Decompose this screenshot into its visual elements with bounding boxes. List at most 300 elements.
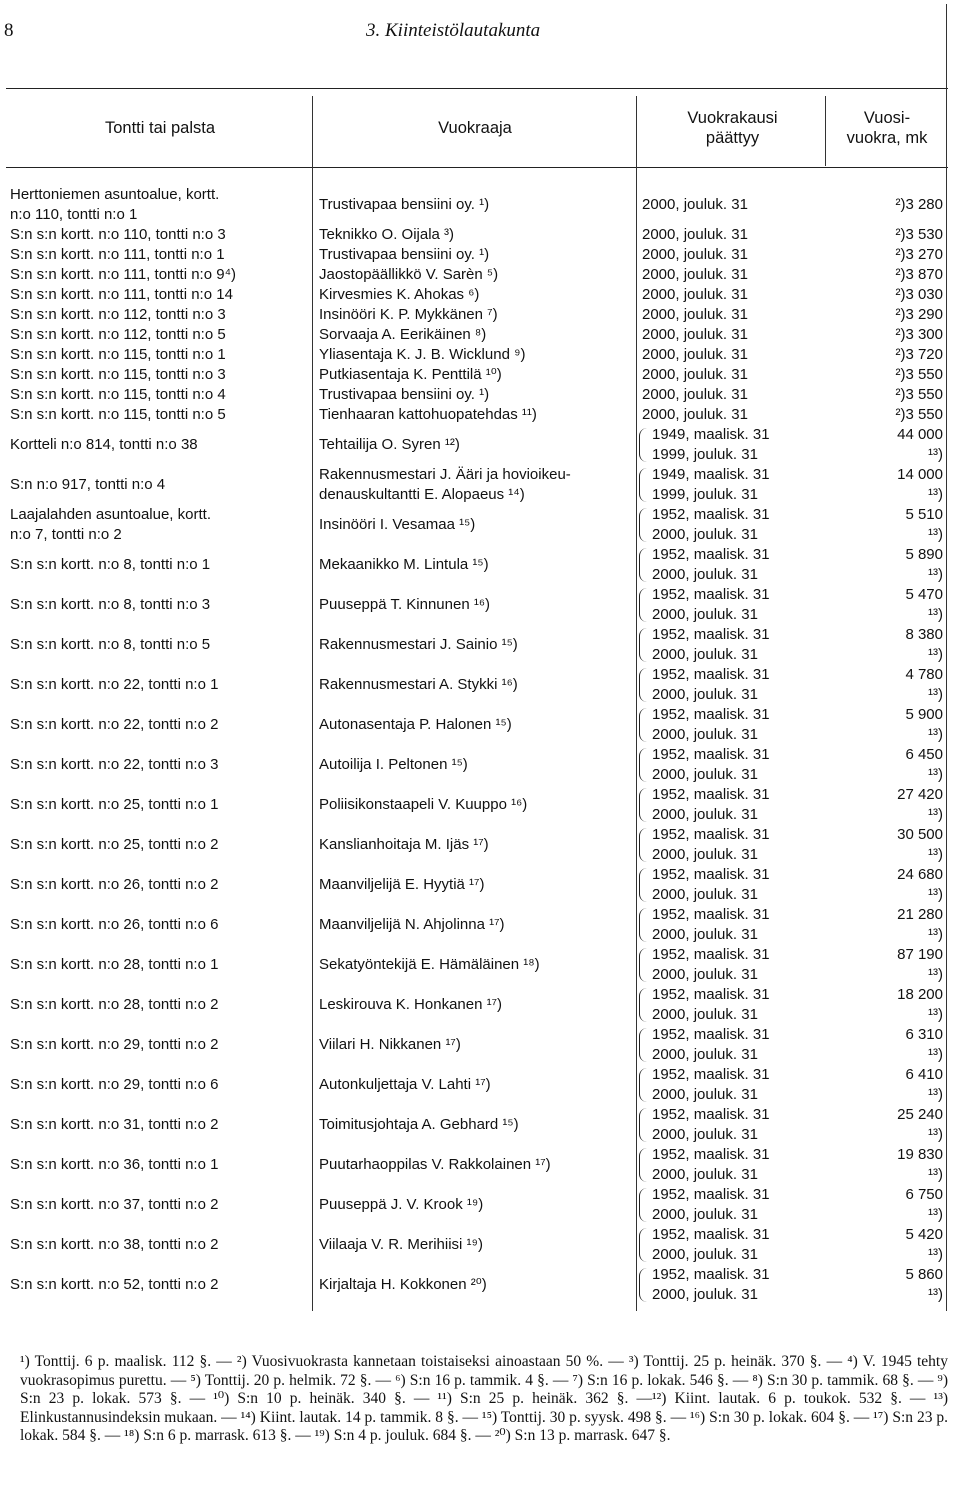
- lease-end-cell: [642, 585, 832, 625]
- lease-end-cell: [642, 905, 832, 945]
- lease-end-cell-line: 2000, jouluk. 31: [642, 306, 748, 323]
- tenant-cell-line: Insinööri I. Vesamaa ¹⁵): [319, 516, 476, 533]
- lease-end-cell-line: 2000, jouluk. 31: [652, 726, 758, 743]
- lease-end-cell: [642, 625, 832, 665]
- rent-cell: [895, 405, 943, 425]
- rent-cell: [897, 1105, 943, 1145]
- rent-cell-line: 24 680: [897, 866, 943, 883]
- rent-cell: [905, 505, 943, 545]
- table-row: [10, 1145, 945, 1185]
- plot-cell-line: S:n s:n kortt. n:o 25, tontti n:o 2: [10, 836, 219, 853]
- tenant-cell: [319, 835, 659, 855]
- lease-end-line-2: päättyy: [705, 129, 760, 147]
- lease-end-cell-line: 2000, jouluk. 31: [652, 566, 758, 583]
- tenant-cell: [319, 635, 659, 655]
- table-row: [10, 1265, 945, 1305]
- rent-cell-line: 21 280: [897, 906, 943, 923]
- date-brace: [639, 588, 648, 622]
- lease-end-cell: [642, 705, 832, 745]
- rent-cell-line: ¹³): [928, 726, 943, 743]
- date-brace: [639, 708, 648, 742]
- rent-cell: [895, 225, 943, 245]
- lease-end-cell-line: 1952, maalisk. 31: [652, 506, 770, 523]
- lease-end-cell-line: 1952, maalisk. 31: [652, 946, 770, 963]
- lease-end-cell: [642, 1065, 832, 1105]
- plot-cell-line: S:n s:n kortt. n:o 111, tontti n:o 1: [10, 246, 225, 263]
- table-row: [10, 225, 945, 245]
- footnotes: ¹) Tonttij. 6 p. maalisk. 112 §. — ²) Vuosivuokrasta kannetaan toistaiseksi ainoastaan 50 %. — ³) Tonttij. 25 p. heinäk. 370 §. — ⁴) V. 1945 tehty vuokrasopimus purettu. — ⁵) Tonttij. 20 p. helmik. 72 §. — ⁶) S:n 16 p. tammik. 4 §. — ⁷) S:n 16 p. lokak. 546 §. — ⁸) S:n 30 p. tammik. 68 §. — ⁹) S:n 23 p. lokak. 573 §. — ¹⁰) S:n 10 p. heinäk. 340 §. — ¹¹) S:n 25 p. heinäk. 362 §. —¹²) Kiint. lautak. 6 p. toukok. 532 §. — ¹³) Elinkustannusindeksin mukaan. — ¹⁴) Kiint. lautak. 14 p. tammik. 8 §. — ¹⁵) Tonttij. 30 p. syysk. 498 §. — ¹⁶) S:n 30 p. lokak. 604 §. — ¹⁷) S:n 23 p. lokak. 584 §. — ¹⁸) S:n 6 p. marrask. 613 §. — ¹⁹) S:n 4 p. jouluk. 684 §. — ²⁰) S:n 13 p. marrask. 647 §.: [20, 1353, 948, 1445]
- lease-end-cell-line: 2000, jouluk. 31: [652, 966, 758, 983]
- rent-cell-line: ¹³): [928, 886, 943, 903]
- rent-cell-line: 25 240: [897, 1106, 943, 1123]
- plot-cell-line: S:n s:n kortt. n:o 8, tontti n:o 5: [10, 636, 211, 653]
- tenant-cell: [319, 1195, 659, 1215]
- tenant-cell-line: Rakennusmestari J. Sainio ¹⁵): [319, 636, 518, 653]
- rent-cell-line: ²)3 280: [895, 196, 943, 213]
- tenant-cell-line: Insinööri K. P. Mykkänen ⁷): [319, 306, 498, 323]
- column-divider: [946, 4, 947, 1311]
- lease-end-cell: [642, 545, 832, 585]
- rent-cell: [905, 1065, 943, 1105]
- tenant-cell: [319, 1115, 659, 1135]
- plot-cell: [10, 995, 310, 1015]
- tenant-cell-line: Autoilija I. Peltonen ¹⁵): [319, 756, 468, 773]
- tenant-cell: [319, 1075, 659, 1095]
- tenant-cell: [319, 915, 659, 935]
- rent-cell-line: ¹³): [928, 446, 943, 463]
- tenant-cell: [319, 715, 659, 735]
- lease-end-cell-line: 1952, maalisk. 31: [652, 1026, 770, 1043]
- plot-cell-line: S:n n:o 917, tontti n:o 4: [10, 476, 166, 493]
- date-brace: [639, 1268, 648, 1302]
- table-row: [10, 1225, 945, 1265]
- tenant-cell-line: Rakennusmestari A. Stykki ¹⁶): [319, 676, 518, 693]
- header-rule-bottom: [6, 167, 948, 168]
- plot-cell: [10, 225, 310, 245]
- tenant-cell-line: Tienhaaran kattohuopatehdas ¹¹): [319, 406, 537, 423]
- date-brace: [639, 868, 648, 902]
- plot-cell-line: S:n s:n kortt. n:o 8, tontti n:o 3: [10, 596, 211, 613]
- rent-cell-line: ¹³): [928, 1086, 943, 1103]
- rent-cell-line: 44 000: [897, 426, 943, 443]
- rent-cell: [897, 785, 943, 825]
- plot-cell-line: S:n s:n kortt. n:o 22, tontti n:o 2: [10, 716, 219, 733]
- lease-end-cell-line: 2000, jouluk. 31: [652, 1086, 758, 1103]
- tenant-cell-line: Autonasentaja P. Halonen ¹⁵): [319, 716, 512, 733]
- lease-end-cell: [642, 865, 832, 905]
- lease-end-cell: [642, 985, 832, 1025]
- lease-end-cell: [642, 265, 832, 285]
- plot-cell-line: S:n s:n kortt. n:o 112, tontti n:o 5: [10, 326, 226, 343]
- lease-end-cell-line: 2000, jouluk. 31: [642, 346, 748, 363]
- date-brace: [639, 828, 648, 862]
- plot-cell: [10, 635, 310, 655]
- lease-end-cell-line: 1999, jouluk. 31: [652, 486, 758, 503]
- lease-end-cell: [642, 1105, 832, 1145]
- tenant-cell: [319, 345, 659, 365]
- table-row: [10, 325, 945, 345]
- tenant-cell-line: Kirjaltaja H. Kokkonen ²⁰): [319, 1276, 487, 1293]
- plot-cell: [10, 1155, 310, 1175]
- lease-end-cell: [642, 745, 832, 785]
- tenant-cell: [319, 305, 659, 325]
- lease-end-cell: [642, 1025, 832, 1065]
- date-brace: [639, 428, 648, 462]
- tenant-cell: [319, 195, 659, 215]
- tenant-cell-line: Teknikko O. Oijala ³): [319, 226, 455, 243]
- tenant-cell: [319, 405, 659, 425]
- table-row: [10, 825, 945, 865]
- rent-cell-line: ²)3 550: [895, 366, 943, 383]
- lease-end-cell: [642, 365, 832, 385]
- rent-cell-line: ¹³): [928, 486, 943, 503]
- lease-end-cell-line: 1952, maalisk. 31: [652, 746, 770, 763]
- lease-end-cell-line: 2000, jouluk. 31: [652, 926, 758, 943]
- plot-cell-line: S:n s:n kortt. n:o 22, tontti n:o 3: [10, 756, 219, 773]
- lease-end-cell: [642, 425, 832, 465]
- lease-end-line-1: Vuokrakausi: [687, 109, 778, 127]
- lease-end-cell: [642, 345, 832, 365]
- table-row: [10, 385, 945, 405]
- rent-cell-line: ¹³): [928, 926, 943, 943]
- tenant-cell: [319, 1035, 659, 1055]
- date-brace: [639, 748, 648, 782]
- plot-cell: [10, 385, 310, 405]
- plot-cell: [10, 405, 310, 425]
- rent-cell: [897, 825, 943, 865]
- tenant-cell-line: Mekaanikko M. Lintula ¹⁵): [319, 556, 489, 573]
- lease-end-cell-line: 1952, maalisk. 31: [652, 1186, 770, 1203]
- column-divider: [825, 96, 826, 166]
- plot-cell: [10, 1075, 310, 1095]
- rent-cell-line: 6 310: [905, 1026, 943, 1043]
- rent-cell-line: ¹³): [928, 1246, 943, 1263]
- tenant-cell: [319, 1275, 659, 1295]
- lease-end-cell-line: 2000, jouluk. 31: [642, 366, 748, 383]
- rent-cell-line: ¹³): [928, 686, 943, 703]
- lease-end-cell-line: 2000, jouluk. 31: [652, 526, 758, 543]
- plot-cell: [10, 755, 310, 775]
- lease-end-cell-line: 2000, jouluk. 31: [642, 386, 748, 403]
- tenant-cell: [319, 1235, 659, 1255]
- plot-cell-line: S:n s:n kortt. n:o 28, tontti n:o 1: [10, 956, 219, 973]
- table-row: [10, 625, 945, 665]
- lease-end-cell-line: 2000, jouluk. 31: [652, 806, 758, 823]
- rent-cell: [895, 385, 943, 405]
- plot-cell: [10, 1235, 310, 1255]
- lease-end-cell-line: 1952, maalisk. 31: [652, 1106, 770, 1123]
- date-brace: [639, 948, 648, 982]
- tenant-cell-line: Toimitusjohtaja A. Gebhard ¹⁵): [319, 1116, 519, 1133]
- plot-cell-line: n:o 7, tontti n:o 2: [10, 526, 122, 543]
- rent-cell: [897, 425, 943, 465]
- rent-line-2: vuokra, mk: [846, 129, 928, 147]
- rent-cell-line: 5 420: [905, 1226, 943, 1243]
- rent-cell-line: ¹³): [928, 966, 943, 983]
- page-title: 3. Kiinteistölautakunta: [366, 20, 541, 41]
- table-row: [10, 345, 945, 365]
- lease-end-cell-line: 1952, maalisk. 31: [652, 546, 770, 563]
- date-brace: [639, 548, 648, 582]
- rent-cell-line: ¹³): [928, 846, 943, 863]
- table-row: [10, 1105, 945, 1145]
- tenant-cell-line: Autonkuljettaja V. Lahti ¹⁷): [319, 1076, 491, 1093]
- plot-cell: [10, 265, 310, 285]
- tenant-cell-line: Trustivapaa bensiini oy. ¹): [319, 196, 490, 213]
- plot-cell-line: S:n s:n kortt. n:o 26, tontti n:o 2: [10, 876, 219, 893]
- table-row: [10, 865, 945, 905]
- lease-end-cell-line: 1952, maalisk. 31: [652, 866, 770, 883]
- rent-cell-line: ¹³): [928, 1006, 943, 1023]
- rent-cell-line: ¹³): [928, 1286, 943, 1303]
- rent-cell-line: ¹³): [928, 1166, 943, 1183]
- rent-cell-line: 6 410: [905, 1066, 943, 1083]
- lease-end-cell-line: 1952, maalisk. 31: [652, 706, 770, 723]
- tenant-cell: [319, 225, 659, 245]
- lease-end-cell-line: 1949, maalisk. 31: [652, 466, 770, 483]
- plot-cell: [10, 345, 310, 365]
- rent-cell: [905, 1025, 943, 1065]
- tenant-cell-line: Maanviljelijä N. Ahjolinna ¹⁷): [319, 916, 505, 933]
- date-brace: [639, 788, 648, 822]
- lease-end-cell-line: 2000, jouluk. 31: [652, 886, 758, 903]
- lease-end-cell-line: 2000, jouluk. 31: [652, 766, 758, 783]
- table-row: [10, 505, 945, 545]
- table-row: [10, 585, 945, 625]
- tenant-cell-line: Kirvesmies K. Ahokas ⁶): [319, 286, 480, 303]
- table-row: [10, 405, 945, 425]
- lease-end-cell: [642, 665, 832, 705]
- plot-cell-line: S:n s:n kortt. n:o 115, tontti n:o 4: [10, 386, 226, 403]
- plot-cell-line: S:n s:n kortt. n:o 111, tontti n:o 9⁴): [10, 266, 237, 283]
- rent-cell-line: ²)3 270: [895, 246, 943, 263]
- tenant-cell-line: Jaostopäällikkö V. Sarèn ⁵): [319, 266, 499, 283]
- plot-cell-line: Kortteli n:o 814, tontti n:o 38: [10, 436, 198, 453]
- plot-cell-line: S:n s:n kortt. n:o 28, tontti n:o 2: [10, 996, 219, 1013]
- lease-end-cell-line: 2000, jouluk. 31: [642, 266, 748, 283]
- tenant-cell: [319, 365, 659, 385]
- rent-cell: [897, 905, 943, 945]
- date-brace: [639, 1148, 648, 1182]
- table-row: [10, 905, 945, 945]
- tenant-cell-line: Sorvaaja A. Eerikäinen ⁸): [319, 326, 487, 343]
- plot-cell: [10, 1275, 310, 1295]
- plot-cell-line: S:n s:n kortt. n:o 52, tontti n:o 2: [10, 1276, 219, 1293]
- plot-cell: [10, 915, 310, 935]
- tenant-cell-line: Yliasentaja K. J. B. Wicklund ⁹): [319, 346, 526, 363]
- tenant-cell: [319, 465, 659, 505]
- rent-cell-line: 5 890: [905, 546, 943, 563]
- header-rule-top: [6, 88, 948, 89]
- lease-end-cell: [642, 325, 832, 345]
- tenant-cell-line: Tehtailija O. Syren ¹²): [319, 436, 460, 453]
- column-header-lease-end: [640, 108, 825, 148]
- rent-cell: [897, 865, 943, 905]
- rent-cell: [897, 1145, 943, 1185]
- rent-cell-line: ¹³): [928, 606, 943, 623]
- lease-end-cell: [642, 1225, 832, 1265]
- date-brace: [639, 988, 648, 1022]
- table-row: [10, 265, 945, 285]
- date-brace: [639, 1228, 648, 1262]
- tenant-cell: [319, 435, 659, 455]
- rent-cell-line: 14 000: [897, 466, 943, 483]
- date-brace: [639, 668, 648, 702]
- lease-end-cell-line: 1952, maalisk. 31: [652, 786, 770, 803]
- lease-end-cell-line: 2000, jouluk. 31: [642, 246, 748, 263]
- lease-end-cell-line: 1949, maalisk. 31: [652, 426, 770, 443]
- table-row: [10, 245, 945, 265]
- lease-end-cell: [642, 225, 832, 245]
- plot-cell-line: S:n s:n kortt. n:o 29, tontti n:o 6: [10, 1076, 219, 1093]
- lease-end-cell: [642, 1185, 832, 1225]
- rent-cell: [895, 325, 943, 345]
- tenant-cell: [319, 995, 659, 1015]
- tenant-cell: [319, 1155, 659, 1175]
- rent-cell-line: ¹³): [928, 646, 943, 663]
- lease-end-cell-line: 1952, maalisk. 31: [652, 626, 770, 643]
- rent-cell: [905, 625, 943, 665]
- tenant-cell: [319, 385, 659, 405]
- rent-cell-line: ¹³): [928, 1046, 943, 1063]
- plot-cell: [10, 1115, 310, 1135]
- rent-cell: [895, 245, 943, 265]
- rent-cell-line: 6 450: [905, 746, 943, 763]
- date-brace: [639, 1028, 648, 1062]
- table-row: [10, 785, 945, 825]
- tenant-cell: [319, 515, 659, 535]
- rent-cell: [895, 265, 943, 285]
- plot-cell: [10, 715, 310, 735]
- lease-end-cell-line: 1952, maalisk. 31: [652, 666, 770, 683]
- rent-cell-line: ¹³): [928, 566, 943, 583]
- date-brace: [639, 1068, 648, 1102]
- rent-cell-line: 18 200: [897, 986, 943, 1003]
- plot-cell: [10, 325, 310, 345]
- lease-end-cell: [642, 1265, 832, 1305]
- tenant-cell: [319, 875, 659, 895]
- date-brace: [639, 908, 648, 942]
- plot-cell: [10, 875, 310, 895]
- rent-cell-line: 5 900: [905, 706, 943, 723]
- plot-cell-line: S:n s:n kortt. n:o 38, tontti n:o 2: [10, 1236, 219, 1253]
- rent-line-1: Vuosi-: [863, 109, 911, 127]
- lease-end-cell-line: 1952, maalisk. 31: [652, 986, 770, 1003]
- tenant-cell-line: Viilari H. Nikkanen ¹⁷): [319, 1036, 461, 1053]
- tenant-cell-line: Trustivapaa bensiini oy. ¹): [319, 246, 490, 263]
- column-header-plot: Tontti tai palsta: [104, 119, 216, 137]
- lease-end-cell-line: 2000, jouluk. 31: [642, 286, 748, 303]
- rent-cell-line: 30 500: [897, 826, 943, 843]
- rent-cell-line: ¹³): [928, 1206, 943, 1223]
- table-row: [10, 305, 945, 325]
- plot-cell-line: S:n s:n kortt. n:o 115, tontti n:o 3: [10, 366, 226, 383]
- lease-end-cell-line: 2000, jouluk. 31: [652, 1206, 758, 1223]
- rent-cell-line: ²)3 530: [895, 226, 943, 243]
- lease-end-cell: [642, 945, 832, 985]
- rent-cell: [897, 985, 943, 1025]
- lease-end-cell: [642, 285, 832, 305]
- tenant-cell-line: Leskirouva K. Honkanen ¹⁷): [319, 996, 503, 1013]
- rent-cell: [905, 705, 943, 745]
- lease-end-cell-line: 2000, jouluk. 31: [652, 846, 758, 863]
- tenant-cell: [319, 325, 659, 345]
- plot-cell: [10, 245, 310, 265]
- rent-cell-line: ²)3 290: [895, 306, 943, 323]
- plot-cell-line: S:n s:n kortt. n:o 115, tontti n:o 1: [10, 346, 226, 363]
- lease-end-cell-line: 1952, maalisk. 31: [652, 1146, 770, 1163]
- lease-end-cell: [642, 385, 832, 405]
- rent-cell-line: ²)3 550: [895, 386, 943, 403]
- rent-cell: [905, 1265, 943, 1305]
- lease-end-cell-line: 2000, jouluk. 31: [652, 1006, 758, 1023]
- rent-cell-line: ²)3 550: [895, 406, 943, 423]
- plot-cell-line: S:n s:n kortt. n:o 26, tontti n:o 6: [10, 916, 219, 933]
- rent-cell: [895, 365, 943, 385]
- table-row: [10, 185, 945, 225]
- plot-cell-line: S:n s:n kortt. n:o 112, tontti n:o 3: [10, 306, 226, 323]
- lease-table: [10, 185, 945, 1305]
- rent-cell: [905, 585, 943, 625]
- lease-end-cell: [642, 195, 832, 215]
- lease-end-cell-line: 1952, maalisk. 31: [652, 586, 770, 603]
- lease-end-cell-line: 1952, maalisk. 31: [652, 826, 770, 843]
- rent-cell-line: 5 470: [905, 586, 943, 603]
- lease-end-cell-line: 2000, jouluk. 31: [652, 1286, 758, 1303]
- table-row: [10, 705, 945, 745]
- tenant-cell-line: denauskultantti E. Alopaeus ¹⁴): [319, 486, 525, 503]
- plot-cell-line: S:n s:n kortt. n:o 29, tontti n:o 2: [10, 1036, 219, 1053]
- rent-cell: [905, 665, 943, 705]
- plot-cell-line: n:o 110, tontti n:o 1: [10, 206, 138, 223]
- tenant-cell-line: Puuseppä T. Kinnunen ¹⁶): [319, 596, 491, 613]
- lease-end-cell: [642, 505, 832, 545]
- rent-cell-line: 5 860: [905, 1266, 943, 1283]
- rent-cell-line: ¹³): [928, 766, 943, 783]
- plot-cell-line: S:n s:n kortt. n:o 22, tontti n:o 1: [10, 676, 219, 693]
- rent-cell-line: 87 190: [897, 946, 943, 963]
- rent-cell-line: 5 510: [905, 506, 943, 523]
- tenant-cell-line: Rakennusmestari J. Ääri ja hovioikeu-: [319, 466, 571, 483]
- lease-end-cell-line: 2000, jouluk. 31: [642, 326, 748, 343]
- rent-cell-line: 6 750: [905, 1186, 943, 1203]
- lease-end-cell-line: 2000, jouluk. 31: [652, 606, 758, 623]
- plot-cell: [10, 475, 310, 495]
- tenant-cell-line: Viilaaja V. R. Merihiisi ¹⁹): [319, 1236, 483, 1253]
- rent-cell: [895, 305, 943, 325]
- rent-cell: [897, 465, 943, 505]
- tenant-cell-line: Maanviljelijä E. Hyytiä ¹⁷): [319, 876, 485, 893]
- lease-end-cell-line: 2000, jouluk. 31: [652, 1126, 758, 1143]
- tenant-cell: [319, 245, 659, 265]
- plot-cell: [10, 505, 310, 545]
- plot-cell: [10, 1035, 310, 1055]
- rent-cell: [905, 1225, 943, 1265]
- lease-end-cell: [642, 245, 832, 265]
- table-row: [10, 1065, 945, 1105]
- tenant-cell: [319, 755, 659, 775]
- lease-end-cell-line: 2000, jouluk. 31: [652, 646, 758, 663]
- date-brace: [639, 508, 648, 542]
- plot-cell-line: S:n s:n kortt. n:o 8, tontti n:o 1: [10, 556, 211, 573]
- tenant-cell-line: Puutarhaoppilas V. Rakkolainen ¹⁷): [319, 1156, 551, 1173]
- tenant-cell: [319, 595, 659, 615]
- tenant-cell-line: Kanslianhoitaja M. Ijäs ¹⁷): [319, 836, 489, 853]
- rent-cell: [905, 545, 943, 585]
- plot-cell: [10, 365, 310, 385]
- rent-cell: [905, 745, 943, 785]
- column-header-tenant: Vuokraaja: [438, 119, 512, 137]
